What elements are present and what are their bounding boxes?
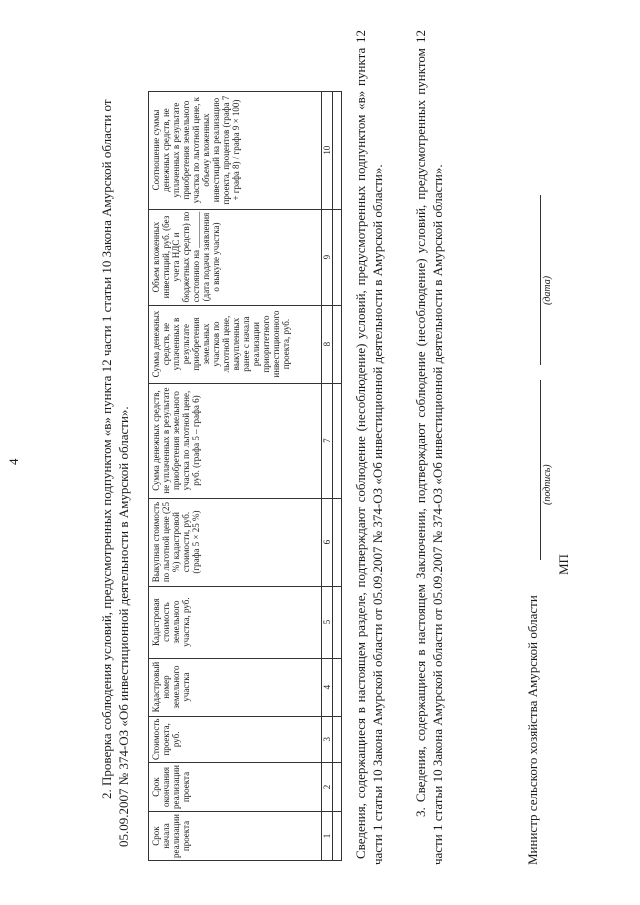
date-line (540, 195, 541, 365)
table-cell (333, 209, 342, 305)
column-number: 6 (322, 498, 333, 586)
table-cell (333, 658, 342, 716)
header-cell: Срок начала реализации проекта (149, 812, 322, 861)
header-cell: Выкупная стоимость по льготной цене (25 %) кадастровой стоимости, руб. (графа 5 × 25 %) (149, 498, 322, 586)
column-number: 10 (322, 91, 333, 209)
section-title: 2. Проверка соблюдения условий, предусмотренных подпунктом «в» пункта 12 части 1 статьи 10 Закона Амурской области от 05.09.2007 № 374-ОЗ «Об инвестиционной деятельности в Амурской области». (99, 99, 131, 847)
verification-table (148, 91, 342, 861)
table-cell (333, 812, 342, 861)
table-cell (333, 716, 342, 762)
table-header-row (149, 91, 322, 860)
table-cell (333, 91, 342, 209)
table-cell (333, 305, 342, 383)
header-cell: Объем вложенных инвестиций, руб. (без учета НДС и бюджетных средств) по состоянию на ________ (дата подачи заявления о выкупе участка) (149, 209, 322, 305)
page-number: 4 (6, 458, 21, 465)
column-number: 8 (322, 305, 333, 383)
signature-line (540, 380, 541, 560)
header-cell: Сумма денежных средств, не уплаченных в результате приобретения земельных участков по льготной цене, выкупленных ранее с начала реализации приоритетного инвестиционного проекта, руб. (149, 305, 322, 383)
column-number: 7 (322, 383, 333, 498)
table-cell (333, 498, 342, 586)
stamp-label: МП (556, 554, 571, 575)
header-cell: Кадастровый номер земельного участка (149, 658, 322, 716)
minister-label: Министр сельского хозяйства Амурской области (525, 595, 540, 865)
confirmation-paragraph: Сведения, содержащиеся в настоящем разделе, подтверждают соблюдение (несоблюдение) условий, предусмотренных подпунктом «в» пункта 12 части 1 статьи 10 Закона Амурской области от 05.09.2007 № 374-ОЗ «Об инвестиционной деятельности в Амурской области». (353, 30, 385, 865)
table-cell (333, 383, 342, 498)
header-cell: Соотношение суммы денежных средств, не уплаченных в результате приобретения земельного участка по льготной цене, к объему вложенных инвестиций на реализацию проекта, процентов (графа 7 + графа 8) / графа 9 × 100) (149, 91, 322, 209)
column-number: 1 (322, 812, 333, 861)
column-number-row (322, 91, 333, 860)
table-cell (333, 586, 342, 658)
column-number: 5 (322, 586, 333, 658)
table-row (333, 91, 342, 860)
column-number: 2 (322, 763, 333, 812)
header-cell: Сумма денежных средств, не уплаченных в результате приобретения земельного участка по льготной цене, руб. (графа 5 – графа 6) (149, 383, 322, 498)
table-cell (333, 763, 342, 812)
column-number: 9 (322, 209, 333, 305)
column-number: 4 (322, 658, 333, 716)
header-cell: Кадастровая стоимость земельного участка, руб. (149, 586, 322, 658)
header-cell: Срок окончания реализации проекта (149, 763, 322, 812)
conclusion-paragraph: 3. Сведения, содержащиеся в настоящем Заключении, подтверждают соблюдение (несоблюдение) условий, предусмотренных пунктом 12 части 1 статьи 10 Закона Амурской области от 05.09.2007 № 374-ОЗ «Об инвестиционной деятельности в Амурской области». (413, 30, 445, 865)
column-number: 3 (322, 716, 333, 762)
header-cell: Стоимость проекта, руб. (149, 716, 322, 762)
signature-caption: (подпись) (542, 464, 553, 505)
date-caption: (дата) (542, 275, 553, 305)
